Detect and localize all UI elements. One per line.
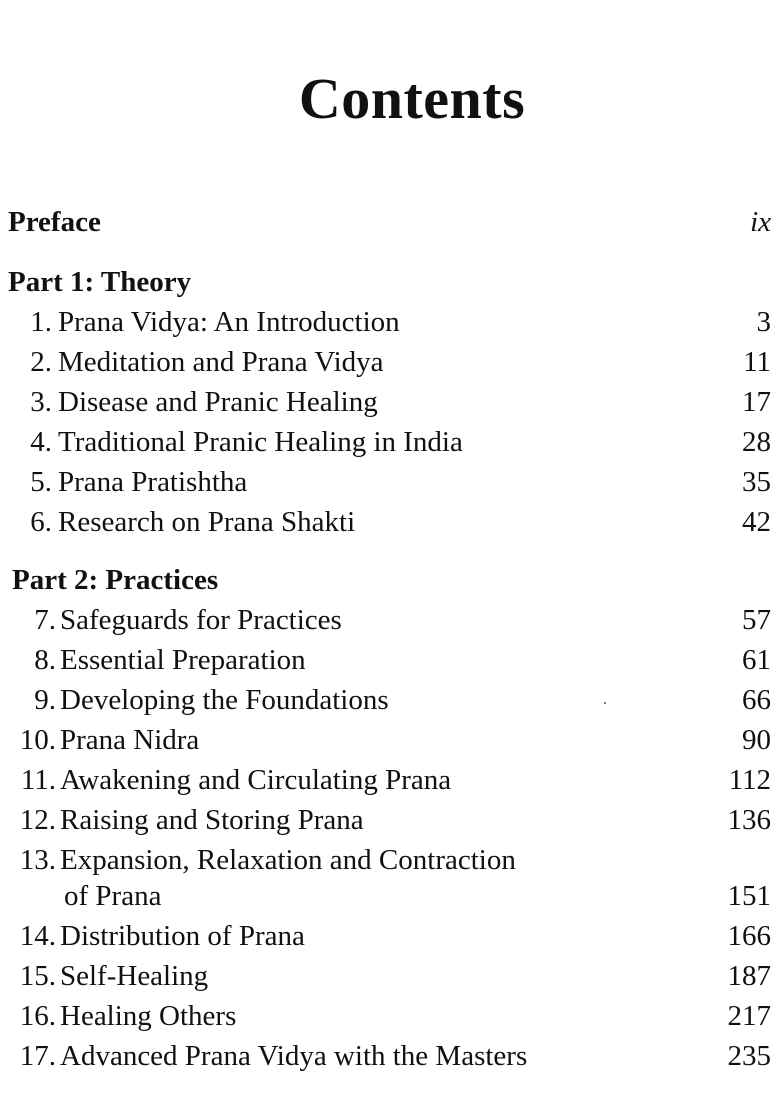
chapter-title: Prana Nidra bbox=[60, 724, 200, 756]
part-1-heading: Part 1: Theory bbox=[8, 266, 192, 298]
toc-entry bbox=[0, 422, 780, 462]
chapter-page: 57 bbox=[742, 604, 771, 636]
chapter-number: 1. bbox=[30, 306, 52, 338]
part-heading bbox=[0, 560, 780, 600]
chapter-page: 136 bbox=[727, 804, 771, 836]
toc-entry-preface bbox=[0, 202, 780, 242]
toc-entry bbox=[0, 760, 780, 800]
chapter-title: Traditional Pranic Healing in India bbox=[58, 426, 463, 458]
chapter-page: 235 bbox=[727, 1040, 771, 1072]
chapter-title: Essential Preparation bbox=[60, 644, 306, 676]
chapter-title: Distribution of Prana bbox=[60, 920, 305, 952]
chapter-page: 187 bbox=[727, 960, 771, 992]
chapter-number: 14. bbox=[19, 920, 56, 952]
chapter-number: 3. bbox=[30, 386, 52, 418]
chapter-number: 10. bbox=[19, 724, 56, 756]
toc-entry bbox=[0, 680, 780, 720]
toc-entry bbox=[0, 382, 780, 422]
chapter-number: 8. bbox=[34, 644, 56, 676]
chapter-number: 16. bbox=[19, 1000, 56, 1032]
chapter-title: Expansion, Relaxation and Contraction bbox=[60, 844, 516, 876]
chapter-number: 2. bbox=[30, 346, 52, 378]
chapter-title: Advanced Prana Vidya with the Masters bbox=[60, 1040, 528, 1072]
chapter-title: Prana Vidya: An Introduction bbox=[58, 306, 400, 338]
chapter-title: Raising and Storing Prana bbox=[60, 804, 364, 836]
chapter-page: 90 bbox=[742, 724, 771, 756]
chapter-number: 17. bbox=[19, 1040, 56, 1072]
chapter-number: 9. bbox=[34, 684, 56, 716]
chapter-number: 5. bbox=[30, 466, 52, 498]
chapter-title: Meditation and Prana Vidya bbox=[58, 346, 384, 378]
toc-entry bbox=[0, 996, 780, 1036]
chapter-title: Prana Pratishtha bbox=[58, 466, 248, 498]
page-title: Contents bbox=[298, 65, 526, 131]
toc-entry bbox=[0, 1036, 780, 1076]
chapter-number: 6. bbox=[30, 506, 52, 538]
chapter-number: 12. bbox=[19, 804, 56, 836]
toc-entry bbox=[0, 720, 780, 760]
toc-entry bbox=[0, 302, 780, 342]
chapter-page: 217 bbox=[727, 1000, 771, 1032]
chapter-page: 61 bbox=[742, 644, 771, 676]
toc-entry bbox=[0, 956, 780, 996]
chapter-number: 4. bbox=[30, 426, 52, 458]
toc-entry bbox=[0, 502, 780, 542]
toc-entry bbox=[0, 840, 780, 916]
toc-entry bbox=[0, 462, 780, 502]
chapter-title-continued: of Prana bbox=[64, 880, 162, 912]
chapter-number: 7. bbox=[34, 604, 56, 636]
chapter-title: Disease and Pranic Healing bbox=[58, 386, 378, 418]
toc-entry bbox=[0, 342, 780, 382]
chapter-page: 17 bbox=[742, 386, 771, 418]
chapter-title: Healing Others bbox=[60, 1000, 237, 1032]
print-speck bbox=[604, 702, 606, 704]
toc-entry bbox=[0, 600, 780, 640]
chapter-page: 112 bbox=[728, 764, 771, 796]
part-heading bbox=[0, 262, 780, 302]
chapter-page: 66 bbox=[742, 684, 771, 716]
chapter-page: 28 bbox=[742, 426, 771, 458]
chapter-number: 13. bbox=[19, 844, 56, 876]
chapter-title: Safeguards for Practices bbox=[60, 604, 342, 636]
chapter-page: 35 bbox=[742, 466, 771, 498]
chapter-title: Research on Prana Shakti bbox=[58, 506, 356, 538]
chapter-page: 3 bbox=[756, 306, 771, 338]
preface-page: ix bbox=[750, 206, 771, 238]
chapter-title: Developing the Foundations bbox=[60, 684, 389, 716]
chapter-title: Awakening and Circulating Prana bbox=[60, 764, 452, 796]
chapter-number: 11. bbox=[20, 764, 56, 796]
chapter-page: 11 bbox=[743, 346, 771, 378]
toc-entry bbox=[0, 800, 780, 840]
toc-entry bbox=[0, 640, 780, 680]
chapter-page: 151 bbox=[727, 880, 771, 912]
preface-label: Preface bbox=[8, 206, 101, 238]
part-2-heading: Part 2: Practices bbox=[12, 564, 219, 596]
chapter-page: 166 bbox=[727, 920, 771, 952]
chapter-page: 42 bbox=[742, 506, 771, 538]
toc-entry bbox=[0, 916, 780, 956]
chapter-number: 15. bbox=[19, 960, 56, 992]
chapter-title: Self-Healing bbox=[60, 960, 209, 992]
